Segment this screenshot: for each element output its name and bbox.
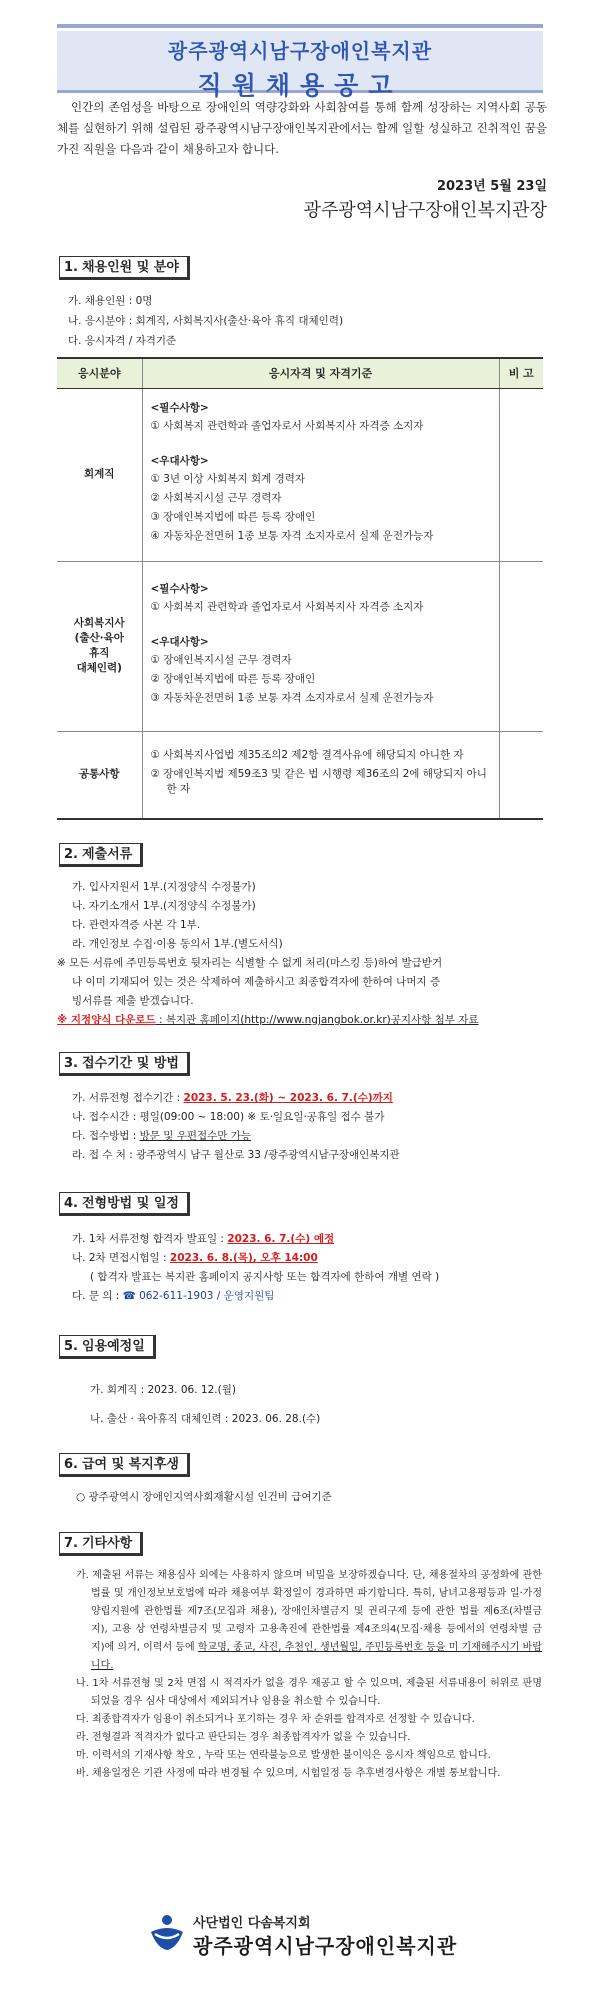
sec2-note-line-2: 나 이미 기재되어 있는 것은 삭제하여 제출하시고 최종합격자에 한하여 나머지 증 [72, 976, 441, 988]
row-note [499, 561, 543, 731]
required-label: <필수사항> [150, 402, 209, 414]
row-category-common: 공통사항 [57, 731, 142, 819]
issuer: 광주광역시남구장애인복지관장 [303, 200, 547, 221]
sec4-item-a: 가. 1차 서류전형 합격자 발표일 : 2023. 6. 7.(수) 예정 [72, 1233, 335, 1245]
section-4-heading: 4. 전형방법 및 일정 [59, 1192, 190, 1216]
sec1-item-b: 나. 응시분야 : 회계직, 사회복지사(출산·육아 휴직 대체인력) [68, 315, 344, 327]
application-period: 2023. 5. 23.(화) ~ 2023. 6. 7.(수)까지 [183, 1092, 393, 1104]
sec4-item-b: 나. 2차 면접시험일 : 2023. 6. 8.(목), 오후 14:00 [72, 1252, 318, 1264]
qualification-table [57, 357, 543, 820]
preferred-label: <우대사항> [150, 455, 209, 467]
table-row [57, 388, 543, 561]
row-detail [142, 561, 499, 731]
sec7-para-b: 나. 1차 서류전형 및 2차 면접 시 적격자가 없을 경우 재공고 할 수 있으며, 제출된 서류내용이 허위로 판명되었을 경우 심사 대상에서 제외되거나 임용을 취소할 수 있습니다. [76, 1678, 542, 1707]
row-note [499, 731, 543, 819]
first-result-date: 2023. 6. 7.(수) 예정 [227, 1233, 335, 1245]
table-header-row [57, 358, 543, 388]
table-row [57, 731, 543, 819]
org-title: 광주광역시남구장애인복지관 [167, 39, 433, 63]
sec6-item: ○ 광주광역시 장애인지역사회재활시설 인건비 급여기준 [76, 1491, 332, 1503]
section-6-heading: 6. 급여 및 복지후생 [59, 1453, 190, 1477]
row-category-accounting: 회계직 [57, 388, 142, 561]
sec2-item-a: 가. 입사지원서 1부.(지정양식 수정불가) [72, 881, 256, 893]
row-note [499, 388, 543, 561]
notice-date: 2023년 5월 23일 [436, 179, 547, 194]
sec7-para-f: 바. 채용일정은 기관 사정에 따라 변경될 수 있으며, 시험일정 등 추후변경사항은 개별 통보합니다. [76, 1768, 501, 1779]
list-item: ① 장애인복지시설 근무 경력자 [150, 654, 292, 666]
list-item: ② 장애인복지법 제59조3 및 같은 법 시행령 제36조의 2에 해당되지 아니한 자 [150, 768, 487, 796]
table-header-note: 비 고 [499, 358, 543, 388]
sec7-para-e: 마. 이력서의 기재사항 착오 , 누락 또는 연락불능으로 발생한 불이익은 응시자 책임으로 합니다. [76, 1750, 491, 1761]
row-category-social-worker: 사회복지사 (출산·육아 휴직 대체인력) [57, 561, 142, 731]
required-label: <필수사항> [150, 583, 209, 595]
list-item: ① 사회복지 관련학과 졸업자로서 사회복지사 자격증 소지자 [150, 420, 424, 432]
list-item: ② 장애인복지법에 따른 등록 장애인 [150, 673, 316, 685]
sec4-item-b-note: ( 합격자 발표는 복지관 홈페이지 공지사항 또는 합격자에 한하여 개별 연락 ) [90, 1271, 440, 1283]
table-header-field: 응시분야 [57, 358, 142, 388]
list-item: ② 사회복지시설 근무 경력자 [150, 492, 282, 504]
sec7-body [76, 1567, 542, 1783]
section-3-heading: 3. 접수기간 및 방법 [59, 1052, 190, 1076]
sec7-para-d: 라. 전형결과 적격자가 없다고 판단되는 경우 최종합격자가 없을 수 있습니다. [76, 1732, 411, 1743]
sec2-note-line-1: ※ 모든 서류에 주민등록번호 뒷자리는 식별할 수 없게 처리(마스킹 등)하여 발급받거 [57, 957, 443, 969]
sec5-item-a: 가. 회계직 : 2023. 06. 12.(월) [90, 1384, 236, 1396]
sec2-note-line-3: 빙서류를 제출 받겠습니다. [72, 995, 194, 1007]
sec3-item-d: 라. 접 수 처 : 광주광역시 남구 월산로 33 /광주광역시남구장애인복지관 [72, 1149, 400, 1161]
top-rule [57, 24, 543, 28]
sec7-para-a-underlined: 학교명, 종교, 사진, 추천인, 생년월일, 주민등록번호 등을 미 기재해주시기 바랍니다. [91, 1642, 542, 1671]
list-item: ① 사회복지사업법 제35조의2 제2항 결격사유에 해당되지 아니한 자 [150, 749, 464, 762]
section-1-heading: 1. 채용인원 및 분야 [59, 256, 190, 280]
title-box [57, 31, 543, 100]
download-link[interactable]: : 복지관 홈페이지(http://www.ngjangbok.or.kr)공지사항 첨부 자료 [155, 1014, 479, 1026]
sec2-item-b: 나. 자기소개서 1부.(지정양식 수정불가) [72, 900, 256, 912]
sec3-item-b: 나. 접수시간 : 평일(09:00 ~ 18:00) ※ 토·일요일·공휴일 접수 불가 [72, 1111, 385, 1123]
sec2-download-line [57, 1013, 479, 1028]
sec3-item-c: 다. 접수방법 : 방문 및 우편접수만 가능 [72, 1130, 252, 1142]
row-detail [142, 388, 499, 561]
sec5-item-b: 나. 출산 · 육아휴직 대체인력 : 2023. 06. 28.(수) [90, 1413, 321, 1425]
sec7-para-a: 가. 제출된 서류는 채용심사 외에는 사용하지 않으며 비밀을 보장하겠습니다. 단, 채용절차의 공정화에 관한 법률 및 개인정보보호법에 따라 채용여부 확정일이 경과하면 파기합니다. 특히, 남녀고용평등과 일·가정 양립지원에 관한법률 제7조(모집과 채용), 장애인차별금지 및 권리구제 등에 관한 법률 제6조(차별금지), 고용 상 연령차별금지 및 고령자 고용촉진에 관한법률 제4조의4(모집·채용 등에서의 연령차별 금지)에 의거, 이력서 등에 학교명, 종교, 사진, 추천인, 생년월일, 주민등록번호 등을 미 기재해주시기 바랍니다. [76, 1570, 542, 1671]
main-title: 직원채용공고 [197, 71, 403, 100]
list-item: ① 3년 이상 사회복지 회계 경력자 [150, 473, 305, 485]
dasom-logo-icon [147, 1912, 187, 1952]
section-7-heading: 7. 기타사항 [59, 1532, 143, 1556]
table-row [57, 561, 543, 731]
row-detail [142, 731, 499, 819]
sec1-item-a: 가. 채용인원 : 0명 [68, 295, 153, 307]
list-item: ③ 자동차운전면허 1종 보통 자격 소지자로서 실제 운전가능자 [150, 692, 434, 704]
section-5-heading: 5. 임용예정일 [59, 1335, 156, 1359]
list-item: ① 사회복지 관련학과 졸업자로서 사회복지사 자격증 소지자 [150, 601, 424, 613]
sec4-item-c: 다. 문 의 : ☎ 062-611-1903 / 운영지원팀 [72, 1290, 275, 1302]
section-2-heading: 2. 제출서류 [59, 843, 143, 867]
footer-subtitle: 사단법인 다솜복지회 [193, 1916, 311, 1931]
list-item: ③ 장애인복지법에 따른 등록 장애인 [150, 511, 316, 523]
application-method: 방문 및 우편접수만 가능 [139, 1130, 252, 1142]
table-header-criteria: 응시자격 및 자격기준 [142, 358, 499, 388]
interview-date: 2023. 6. 8.(목), 오후 14:00 [169, 1252, 318, 1264]
sec2-item-c: 다. 관련자격증 사본 각 1부. [72, 919, 201, 931]
footer-org-name: 광주광역시남구장애인복지관 [193, 1934, 458, 1958]
download-label: ※ 지정양식 다운로드 [57, 1014, 156, 1026]
list-item: ④ 자동차운전면허 1종 보통 자격 소지자로서 실제 운전가능자 [150, 530, 434, 542]
contact-phone: ☎ 062-611-1903 / 운영지원팀 [122, 1290, 275, 1302]
sec3-item-a: 가. 서류전형 접수기간 : 2023. 5. 23.(화) ~ 2023. 6. 7.(수)까지 [72, 1092, 393, 1104]
sec1-item-c: 다. 응시자격 / 자격기준 [68, 335, 177, 347]
intro-paragraph: 인간의 존엄성을 바탕으로 장애인의 역량강화와 사회참여를 통해 함께 성장하는 지역사회 공동체를 실현하기 위해 설립된 광주광역시남구장애인복지관에서는 함께 일할 성실하고 진취적인 꿈을 가진 직원을 다음과 같이 채용하고자 합니다. [57, 100, 547, 156]
sec2-item-d: 라. 개인정보 수집·이용 동의서 1부.(별도서식) [72, 938, 283, 950]
sec7-para-c: 다. 최종합격자가 임용이 취소되거나 포기하는 경우 차 순위를 합격자로 선정할 수 있습니다. [76, 1714, 475, 1725]
preferred-label: <우대사항> [150, 636, 209, 648]
